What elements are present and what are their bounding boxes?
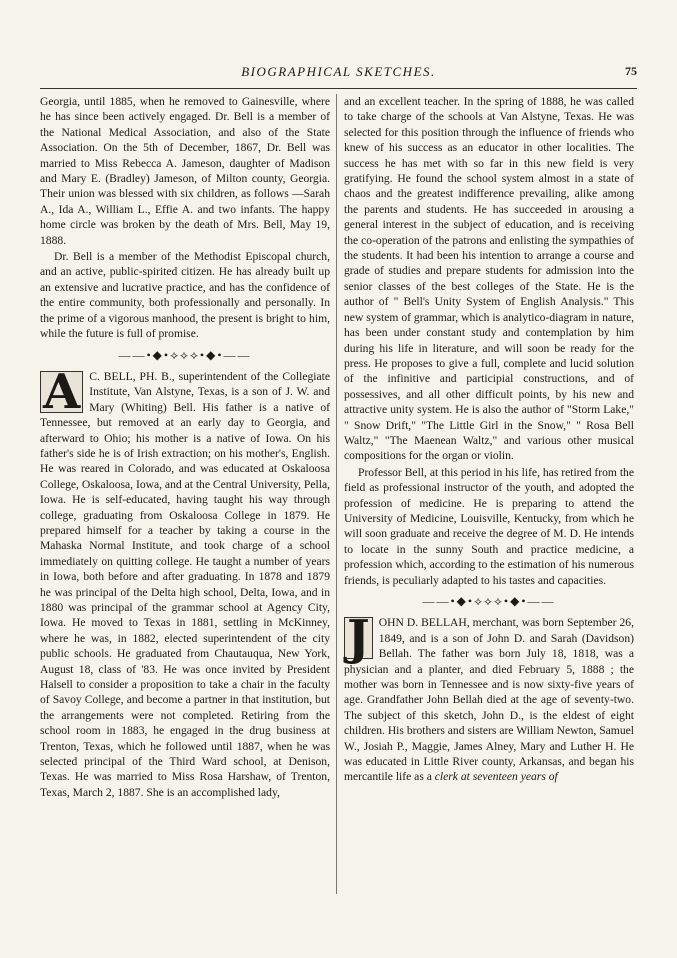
drop-cap: A <box>40 371 83 413</box>
paragraph: Georgia, until 1885, when he removed to Gainesville, where he has since been actively engaged. Dr. Bell is a member of the National Medical Association, and also of the State Association. On the 5th of December, 1867, Dr. Bell was married to Miss Rebecca A. Jameson, daughter of Madison and Mary E. (Bradley) Jameson, of Milton county, Georgia. Their union was blessed with six children, as follows —Sarah A., Ida A., William L., Effie A. and two infants. The happy home circle was broken by the death of Mrs. Bell, May 19, 1888. <box>40 95 330 247</box>
paragraph: and an excellent teacher. In the spring of 1888, he was called to take charge of the schools at Van Alstyne, Texas. He was selected for this position through the influence of friends who knew of his success as an educator in other localities. The success he has met with so far in this new field is very gratifying. He found the school system almost in a state of chaos and the greatest indifference prevailing, alike among the parents and students. He has succeeded in arousing a general interest in the subject of education, and is receiving the co-operation of the patrons and enlisting the sympathies of the students. It had been his intention to arrange a course and grade of studies and prepare students for admission into the senior classes of the best colleges of the State. He is the author of " Bell's Unity System of English Analysis." This new system of grammar, which is analytico-diagram in nature, has been under constant study and contemplation by him during his life in literature, and will soon be ready for the press. He proposes to give a full, complete and lucid solution of the infinitive and participial constructions, and of possessives, and all other difficult points, by his new and attractive unity system. He is also the author of "Storm Lake," " Snow Drift," "The Little Girl in the Snow," " Rosa Bell Waltz," "The Maenean Waltz," and various other musical compositions for the organ or violin. <box>344 95 634 463</box>
bellah-sketch-text: OHN D. BELLAH, merchant, was born September 26, 1849, and is a son of John D. and Sarah (Davidson) Bellah. The father was born July 18, 1818, was a physician and a planter, and died February 5, 1888 ; the mother was born in Tennessee and is now sixty-five years of age. Grandfather John Bellah died at the age of seventy-two. The subject of this sketch, John D., is the eldest of eight children. His brothers and sisters are William Newton, Samuel W., Josiah P., Maggie, James Alney, Mary and Luther H. He was educated in Little River county, Arkansas, and began his mercantile life as a <box>344 616 634 784</box>
drop-cap: J <box>344 617 373 659</box>
bell-sketch <box>40 363 330 800</box>
page-number: 75 <box>625 64 637 78</box>
left-column <box>40 94 330 801</box>
section-flourish: ——•◆•⟡⟡⟡•◆•—— <box>118 347 252 362</box>
paragraph: Dr. Bell is a member of the Methodist Episcopal church, and an active, public-spirited citizen. He has already built up an extensive and lucrative practice, and has the confidence of the entire community, both professionally and personally. In the prime of a vigorous manhood, the present is bright to him, while the future is full of promise. <box>40 250 330 341</box>
right-column <box>344 94 634 786</box>
column-divider <box>336 94 337 894</box>
section-flourish: ——•◆•⟡⟡⟡•◆•—— <box>422 594 556 608</box>
running-title: BIOGRAPHICAL SKETCHES. <box>241 64 436 79</box>
bellah-sketch <box>344 610 634 784</box>
header-rule <box>40 88 637 89</box>
running-header <box>40 64 637 82</box>
bell-sketch-text: C. BELL, PH. B., superintendent of the Collegiate Institute, Van Alstyne, Texas, is a son of J. W. and Mary (Whiting) Bell. His father is a native of Tennessee, but removed at an early day to Georgia, and afterward to Ohio; his mother is a native of Iowa. On his father's side he is of Irish extraction; on his mother's, English. He was reared in Colorado, and was educated at Oskaloosa College, Oskaloosa, Iowa, and at the Central University, Pella, Iowa. He is self-educated, having taught his way through college, graduating from Oskaloosa College in 1879. He prepared himself for a teacher by taking a course in the Mahaska Normal Institute, and took charge of a school immediately on quitting college. He taught a number of years in Iowa, both before and after graduating. In 1878 and 1879 he was principal of the Delta high school, Delta, Iowa, and in 1880 was principal of the grammar school at Agency City, Iowa. He moved to Texas in 1881, settling in McKinney, where he was, in 1882, elected superintendent of the city public schools. He graduated from Chautauqua, New York, August 18, class of '83. He was once invited by President Halsell to consider a proposition to take a chair in the faculty of Savoy College, and become a partner in that institution, but the arrangements were not completed. Retiring from the school room in 1883, he engaged in the drug business at Trenton, Texas, which he followed until 1887, when he was selected principal of the Third Ward school, at Denison, Texas. He was married to Miss Rosa Harshaw, of Trenton, Texas, March 2, 1887. She is an accomplished lady, <box>40 369 330 799</box>
paragraph: Professor Bell, at this period in his life, has retired from the field as professional instructor of the youth, and adopted the profession of medicine. He is preparing to attend the University of Medicine, Louisville, Kentucky, from which he will soon graduate and receive the degree of M. D. He intends to locate in the sunny South and practice medicine, a profession which, according to the estimation of his numerous friends, is peculiarly adapted to his tastes and capacities. <box>344 465 634 587</box>
bellah-sketch-italic-tail: clerk at seventeen years of <box>434 770 558 784</box>
